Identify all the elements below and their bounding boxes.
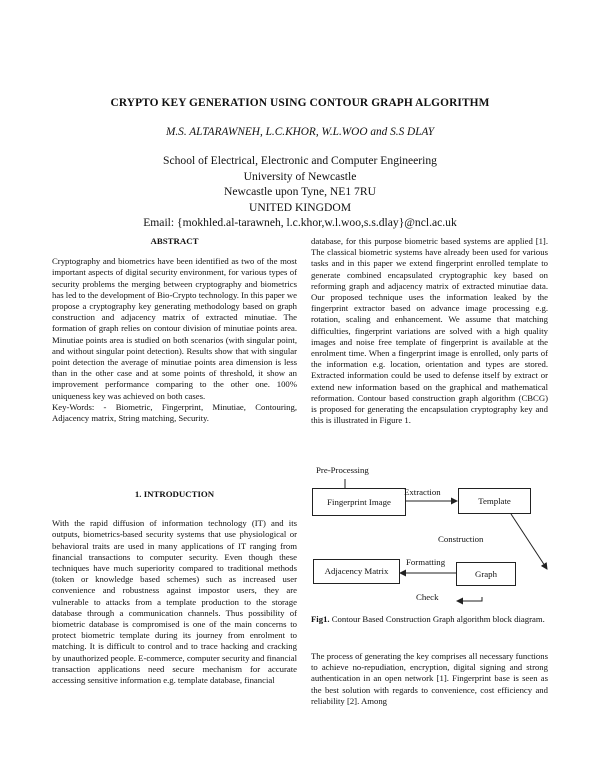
affiliation-university: University of Newcastle: [243, 169, 357, 183]
affiliation-email: Email: {mokhled.al-tarawneh, l.c.khor,w.l.woo,s.s.dlay}@ncl.ac.uk: [143, 216, 457, 230]
right-column-paragraph: database, for this purpose biometric based systems are applied [1]. The classical biometric systems have already been used for various tasks and in this paper we extend fingerprint enrolled template to generate combined encapsulated cryptographic key based on reforming graph and adjacency matrix of extracted minutiae data. Our proposed technique uses the information leaked by the fingerprint extractor based on advance image processing e.g. rotation, scaling and enhancement. We assume that matching difficulties, fingerprint variations are solved with a high quality images and noise free template of fingerprint is available at the enrolment time. When a fingerprint image is enrolled, only parts of the information e.g. location, orientation and types are stored. Extracted information could be used to defense itself by extract or extend new information based on the graphical and mathematical reformation. Contour based construction graph algorithm (CBCG) is proposed for generating the encapsulation cryptography key and this is illustrated in Figure 1.: [311, 236, 548, 426]
construction-label: Construction: [438, 534, 484, 544]
check-arrow: [457, 597, 482, 601]
right-column-final-paragraph: [311, 651, 548, 707]
pre-processing-label: Pre-Processing: [316, 465, 369, 475]
template-box: Template: [458, 488, 531, 514]
keywords-text: Key-Words: - Biometric, Fingerprint, Minutiae, Contouring, Adjacency matrix, String matching, Security.: [52, 401, 297, 424]
affiliation-city: Newcastle upon Tyne, NE1 7RU: [224, 185, 376, 199]
extraction-label: Extraction: [404, 487, 441, 497]
check-label: Check: [416, 592, 439, 602]
introduction-text: With the rapid diffusion of information technology (IT) and its outputs, biometrics-based security systems that use physiological or behavioral traits are used in many applications of IT ranging from financial transactions to computer security. Even though these techniques have much superiority compared to traditional methods (token or knowledge based schemes) such as increased user convenience and robustness against impostor users, they are vulnerable to attacks from a template production to the storage database through a communication channels. Thus possibility of biometric database is compromised is one of the main concerns to protect biometric template during its journey from enrolment to matching. It is difficult to control and to trace hacking and cracking by unauthorized people. E-commerce, computer security and financial transaction applications need secure mechanism for accurate accessing sensitive information e.g. template database, financial: [52, 518, 297, 686]
affiliation-country: UNITED KINGDOM: [248, 200, 352, 214]
introduction-heading: 1. INTRODUCTION: [134, 489, 215, 499]
fingerprint-image-box: Fingerprint Image: [312, 488, 406, 516]
right-column-final-text: The process of generating the key comprises all necessary functions to achieve no-repudiation, encryption, digital signing and strong authentication in an open network [1]. Fingerprint base is seen as the best solution with regards to convenience, cost efficiency and reliability [2]. Among: [311, 651, 548, 706]
formatting-label: Formatting: [406, 557, 446, 567]
figure-caption-label: Fig1.: [311, 614, 330, 624]
abstract-heading: ABSTRACT: [150, 236, 199, 246]
adjacency-matrix-box: Adjacency Matrix: [313, 559, 400, 584]
author-list: M.S. ALTARAWNEH, L.C.KHOR, W.L.WOO and S.S DLAY: [165, 126, 435, 138]
paper-title: CRYPTO KEY GENERATION USING CONTOUR GRAPH ALGORITHM: [110, 97, 490, 109]
construction-arrow: [511, 514, 547, 569]
graph-box: Graph: [456, 562, 516, 586]
abstract-text: Cryptography and biometrics have been identified as two of the most important aspects of digital security environment, for various types of security problems the merging between cryptography and biometrics has led to the development of Bio-Crypto technology. In this paper we propose a cryptography key generating methodology based on graph construction and adjacency matrix of extracted minutiae. The formation of graph relies on contour division of minutiae points area. Minutiae points area is studied on both scenarios (with singular point, and without singular point detection). Results show that with singular point detection the average of minutiae points area dimension is less than in the other case and at some points of threshold, it show an improvement performance comparing to the other one. 100% uniqueness key was achieved on both cases.: [52, 256, 297, 401]
affiliation-school: School of Electrical, Electronic and Computer Engineering: [163, 154, 437, 167]
figure-caption: [311, 614, 548, 625]
figure-caption-text: Contour Based Construction Graph algorithm block diagram.: [329, 614, 545, 624]
